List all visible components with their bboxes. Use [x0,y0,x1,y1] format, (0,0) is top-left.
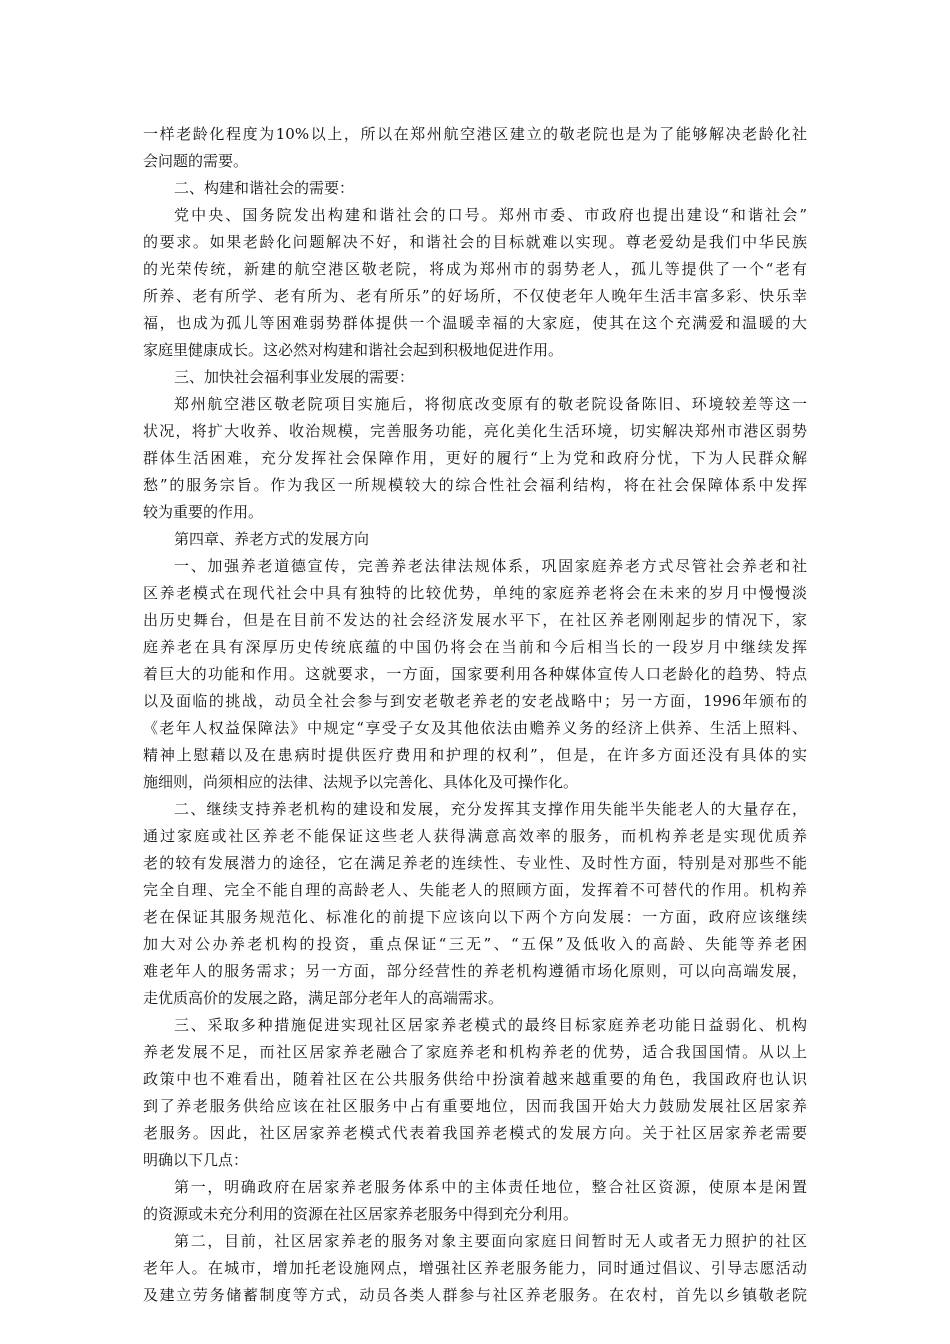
text-line: 郑州航空港区敬老院项目实施后，将彻底改变原有的敬老院设备陈旧、环境较差等这一 [174,395,807,413]
text-line: 加大对公办养老机构的投资，重点保证“三无”、“五保”及低收入的高龄、失能等养老困 [143,935,807,953]
text-line: 老在保证其服务规范化、标准化的前提下应该向以下两个方向发展：一方面，政府应该继续 [143,908,807,926]
text-line: 所养、老有所学、老有所为、老有所乐”的好场所，不仅使老年人晚年生活丰富多彩、快乐幸 [143,287,807,305]
text-line: 一、加强养老道德宣传，完善养老法律法规体系，巩固家庭养老方式尽管社会养老和社 [174,557,807,575]
text-line: 状况，将扩大收养、收治规模，完善服务功能，亮化美化生活环境，切实解决郑州市港区弱势 [143,422,807,440]
text-line: 以及面临的挑战，动员全社会参与到安老敬老养老的安老战略中；另一方面，1996年颁布的 [143,692,807,710]
text-line: 明确以下几点： [143,1151,249,1169]
text-line: 二、构建和谐社会的需要： [174,179,355,197]
text-line: 愁”的服务宗旨。作为我区一所规模较大的综合性社会福利结构，将在社会保障体系中发挥 [143,476,807,494]
text-line: 走优质高价的发展之路，满足部分老年人的高端需求。 [143,989,504,1007]
text-line: 第一，明确政府在居家养老服务体系中的主体责任地位，整合社区资源，使原本是闲置 [174,1178,807,1196]
text-line: 二、继续支持养老机构的建设和发展，充分发挥其支撑作用失能半失能老人的大量存在， [174,800,807,818]
text-line: 党中央、国务院发出构建和谐社会的口号。郑州市委、市政府也提出建设“和谐社会” [174,206,807,224]
text-line: 的资源或未充分利用的资源在社区居家养老服务中得到充分利用。 [143,1205,579,1223]
text-line: 三、采取多种措施促进实现社区居家养老模式的最终目标家庭养老功能日益弱化、机构 [174,1016,807,1034]
text-line: 通过家庭或社区养老不能保证这些老人获得满意高效率的服务，而机构养老是实现优质养 [143,827,807,845]
text-line: 区养老模式在现代社会中具有独特的比较优势，单纯的家庭养老将会在未来的岁月中慢慢淡 [143,584,807,602]
text-line: 群体生活困难，充分发挥社会保障作用，更好的履行“上为党和政府分忧，下为人民群众解 [143,449,807,467]
text-line: 会问题的需要。 [143,152,249,170]
text-line: 到了养老服务供给应该在社区服务中占有重要地位，因而我国开始大力鼓励发展社区居家养 [143,1097,807,1115]
text-line: 难老年人的服务需求；另一方面，部分经营性的养老机构遵循市场化原则，可以向高端发展， [143,962,807,980]
text-line: 老年人。在城市，增加托老设施网点，增强社区养老服务能力，同时通过倡议、引导志愿活动 [143,1259,807,1277]
text-line: 庭养老在具有深厚历史传统底蕴的中国仍将会在当前和今后相当长的一段岁月中继续发挥 [143,638,807,656]
text-line: 完全自理、完全不能自理的高龄老人、失能老人的照顾方面，发挥着不可替代的作用。机构养 [143,881,807,899]
text-line: 三、加快社会福利事业发展的需要： [174,368,415,386]
text-line: 及建立劳务储蓄制度等方式，动员各类人群参与社区养老服务。在农村，首先以乡镇敬老院 [143,1286,807,1304]
text-line: 政策中也不难看出，随着社区在公共服务供给中扮演着越来越重要的角色，我国政府也认识 [143,1070,807,1088]
document-body [143,121,807,1309]
text-line: 老的较有发展潜力的途径，它在满足养老的连续性、专业性、及时性方面，特别是对那些不能 [143,854,807,872]
text-line: 家庭里健康成长。这必然对构建和谐社会起到积极地促进作用。 [143,341,564,359]
text-line: 精神上慰藉以及在患病时提供医疗费用和护理的权利”，但是，在许多方面还没有具体的实 [143,746,807,764]
text-line: 福，也成为孤儿等困难弱势群体提供一个温暖幸福的大家庭，使其在这个充满爱和温暖的大 [143,314,807,332]
text-line: 的要求。如果老龄化问题解决不好，和谐社会的目标就难以实现。尊老爱幼是我们中华民族 [143,233,807,251]
text-line: 的光荣传统，新建的航空港区敬老院，将成为郑州市的弱势老人，孤儿等提供了一个“老有 [143,260,807,278]
text-line: 《老年人权益保障法》中规定“享受子女及其他依法由赡养义务的经济上供养、生活上照料、 [143,719,807,737]
text-line: 出历史舞台，但是在目前不发达的社会经济发展水平下，在社区养老刚刚起步的情况下，家 [143,611,807,629]
text-line: 施细则，尚须相应的法律、法规予以完善化、具体化及可操作化。 [143,773,579,791]
text-line: 养老发展不足，而社区居家养老融合了家庭养老和机构养老的优势，适合我国国情。从以上 [143,1043,807,1061]
text-line: 老服务。因此，社区居家养老模式代表着我国养老模式的发展方向。关于社区居家养老需要 [143,1124,807,1142]
text-line: 一样老龄化程度为10%以上，所以在郑州航空港区建立的敬老院也是为了能够解决老龄化社 [143,125,807,143]
text-line: 第二，目前，社区居家养老的服务对象主要面向家庭日间暂时无人或者无力照护的社区 [174,1232,807,1250]
text-line: 第四章、养老方式的发展方向 [174,530,370,548]
text-line: 着巨大的功能和作用。这就要求，一方面，国家要利用各种媒体宣传人口老龄化的趋势、特点 [143,665,807,683]
text-line: 较为重要的作用。 [143,503,264,521]
